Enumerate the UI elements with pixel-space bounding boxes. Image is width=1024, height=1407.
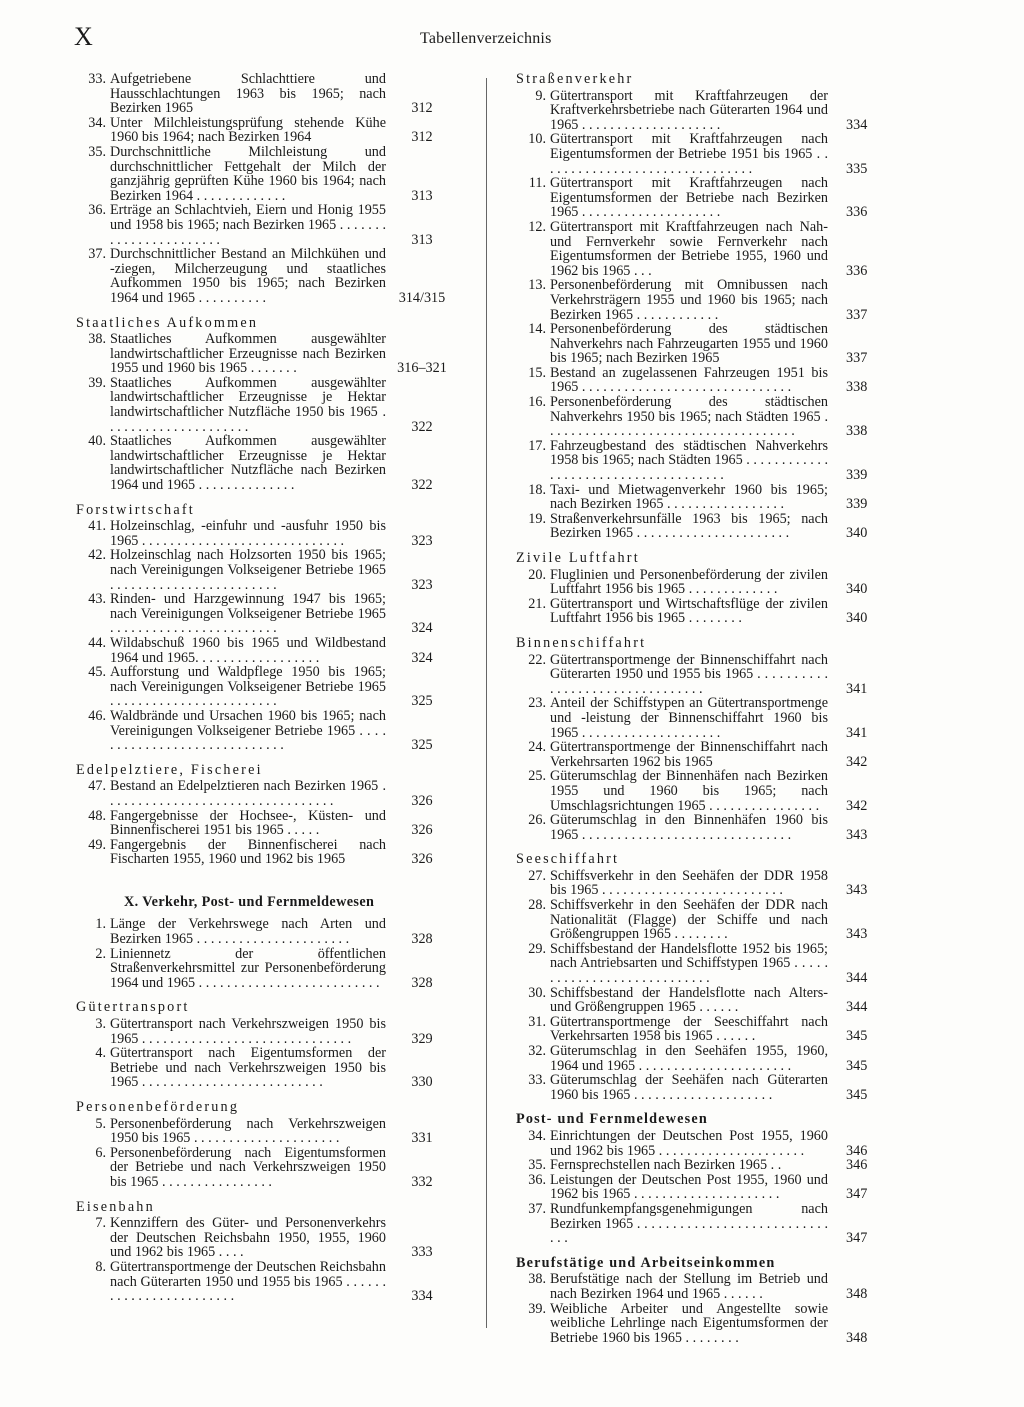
- entry-number: 38.: [88, 331, 106, 348]
- entry-number: 33.: [88, 71, 106, 87]
- entry-title: Waldbrände und Ursachen 1960 bis 1965; nach Vereinigungen Volkseigener Betriebe 1965 . . . . . . . . . . . . . . . . . . . . . . . . . . . . .: [110, 707, 386, 754]
- entry-title: Erträge an Schlachtvieh, Eiern und Honig 1955 und 1958 bis 1965; nach Bezirken 1965 . . . . . . . . . . . . . . . . . . . . . . .: [110, 202, 386, 248]
- entry-title: Länge der Verkehrswege nach Arten und Bezirken 1965 . . . . . . . . . . . . . . . . . . . . . .: [110, 916, 386, 948]
- entry-number: 47.: [88, 778, 106, 795]
- toc-entry: [516, 812, 868, 843]
- toc-entry: [76, 592, 452, 636]
- entry-page: 339: [846, 496, 868, 513]
- section-heading: Gütertransport: [76, 999, 190, 1016]
- toc-entry: [516, 739, 868, 770]
- section-heading: Eisenbahn: [76, 1198, 155, 1215]
- entry-number: 34.: [88, 114, 106, 131]
- toc-entry: [76, 1216, 452, 1260]
- entry-title: Bestand an Edelpelztieren nach Bezirken 1965 . . . . . . . . . . . . . . . . . . . . . . . . . . . . . . . . .: [110, 778, 386, 809]
- entry-number: 38.: [528, 1271, 546, 1288]
- entry-number: 14.: [528, 321, 546, 338]
- entry-title: Gütertransportmenge der Binnenschiffahrt nach Verkehrsarten 1962 bis 1965: [550, 739, 828, 770]
- entry-number: 12.: [528, 218, 546, 235]
- entry-number: 37.: [88, 246, 106, 263]
- section-heading: Zivile Luftfahrt: [516, 550, 640, 566]
- entry-number: 32.: [528, 1043, 546, 1059]
- toc-entry: [516, 321, 868, 367]
- toc-entry: [76, 247, 452, 305]
- entry-title: Fangergebnis der Binnenfischerei nach Fischarten 1955, 1960 und 1962 bis 1965: [110, 836, 386, 868]
- entry-number: 8.: [95, 1258, 106, 1275]
- toc-entry: [516, 1271, 868, 1302]
- section-heading: Seeschiffahrt: [516, 851, 620, 868]
- entry-page: 348: [846, 1329, 868, 1346]
- toc-entry: [516, 695, 868, 741]
- entry-page: 324: [411, 649, 433, 666]
- entry-number: 46.: [88, 707, 106, 724]
- toc-entry: [76, 376, 452, 434]
- toc-entry: [516, 510, 868, 542]
- toc-entry: [76, 917, 452, 946]
- entry-number: 36.: [528, 1171, 546, 1188]
- entry-number: 25.: [528, 768, 546, 785]
- toc-entry: [76, 838, 452, 867]
- entry-page: 343: [846, 926, 868, 943]
- entry-page: 312: [411, 100, 433, 117]
- entry-title: Personenbeförderung des städtischen Nahverkehrs nach Fahrzeugarten 1955 und 1960 bis 1965; nach Bezirken 1965: [550, 321, 828, 367]
- entry-number: 7.: [95, 1215, 106, 1232]
- entry-number: 20.: [528, 566, 546, 583]
- entry-number: 21.: [528, 595, 546, 612]
- entry-title: Güterumschlag in den Seehäfen 1955, 1960, 1964 und 1965 . . . . . . . . . . . . . . . . . . . . . .: [550, 1043, 828, 1074]
- entry-number: 30.: [528, 984, 546, 1001]
- entry-number: 24.: [528, 739, 546, 756]
- entry-page: 339: [846, 467, 868, 484]
- entry-page: 338: [846, 379, 868, 396]
- entry-number: 16.: [528, 394, 546, 411]
- entry-page: 343: [846, 826, 868, 843]
- entry-title: Fluglinien und Personenbeförderung der zivilen Luftfahrt 1956 bis 1965 . . . . . . . . . . . . .: [550, 566, 828, 598]
- entry-number: 23.: [528, 695, 546, 712]
- entry-page: 347: [846, 1230, 868, 1247]
- entry-page: 326: [411, 851, 433, 868]
- entry-number: 45.: [88, 664, 106, 681]
- entry-title: Schiffsverkehr in den Seehäfen der DDR 1958 bis 1965 . . . . . . . . . . . . . . . . . . . . . . . . . .: [550, 867, 828, 899]
- entry-page: 322: [411, 477, 433, 494]
- entry-page: 340: [846, 581, 868, 598]
- toc-entry: [516, 1072, 868, 1103]
- entry-number: 18.: [528, 481, 546, 498]
- entry-number: 11.: [528, 175, 546, 192]
- toc-entry: [516, 481, 868, 513]
- entry-page: 345: [846, 1086, 868, 1103]
- entry-title: Weibliche Arbeiter und Angestellte sowie weibliche Lehrlinge nach Eigentumsformen der Betriebe 1960 bis 1965 . . . . . . . .: [550, 1300, 828, 1346]
- toc-entry: [76, 947, 452, 991]
- toc-entry: [76, 145, 452, 203]
- entry-page: 333: [411, 1244, 433, 1261]
- toc-entry: [516, 940, 868, 987]
- entry-title: Leistungen der Deutschen Post 1955, 1960 und 1962 bis 1965 . . . . . . . . . . . . . . . . . . . . .: [550, 1171, 828, 1203]
- entry-page: 337: [846, 306, 868, 323]
- entry-number: 37.: [528, 1200, 546, 1217]
- entry-title: Gütertransportmenge der Binnenschiffahrt nach Güterarten 1950 und 1955 bis 1965 . . . . . . . . . . . . . . . . . . . . . . . . . . . . . . . .: [550, 651, 828, 697]
- toc-entry: [516, 364, 868, 396]
- entry-title: Fahrzeugbestand des städtischen Nahverkehrs 1958 bis 1965; nach Städten 1965 . . . . . . . . . . . . . . . . . . . . . . . . . . . . . . . . . . . . .: [550, 437, 828, 484]
- entry-page: 326: [411, 822, 433, 839]
- entry-title: Gütertransport mit Kraftfahrzeugen nach Eigentumsformen der Betriebe nach Bezirken 1965 . . . . . . . . . . . . . . . . . . . .: [550, 175, 828, 221]
- entry-title: Gütertransport mit Kraftfahrzeugen nach Eigentumsformen der Betriebe 1951 bis 1965 . . . . . . . . . . . . . . . . . . . . . . . . . . . . . . .: [550, 131, 828, 177]
- toc-entry: [516, 218, 868, 279]
- toc-entry: [516, 175, 868, 221]
- toc-entry: [76, 332, 452, 376]
- entry-title: Schiffsverkehr in den Seehäfen der DDR nach Nationalität (Flagge) der Schiffe und nach Größengruppen 1965 . . . . . . . .: [550, 897, 828, 943]
- entry-page: 334: [411, 1288, 433, 1305]
- entry-number: 48.: [88, 807, 106, 824]
- entry-page: 341: [846, 680, 868, 697]
- entry-number: 29.: [528, 940, 546, 957]
- toc-entry: [76, 548, 452, 592]
- entry-title: Staatliches Aufkommen ausgewählter landwirtschaftlicher Erzeugnisse je Hektar landwirtschaftlicher Nutzfläche 1950 bis 1965 . . . . . . . . . . . . . . . . . . . . .: [110, 374, 386, 435]
- section-heading: Binnenschiffahrt: [516, 634, 647, 651]
- entry-number: 34.: [528, 1127, 546, 1144]
- entry-page: 345: [846, 1057, 868, 1074]
- entry-title: Gütertransportmenge der Deutschen Reichsbahn nach Güterarten 1950 und 1955 bis 1965 . . . . . . . . . . . . . . . . . . . . . . . .: [110, 1258, 386, 1305]
- entry-page: 343: [846, 882, 868, 899]
- entry-number: 13.: [528, 277, 546, 294]
- toc-entry: [76, 203, 452, 247]
- toc-entry: [76, 519, 452, 548]
- entry-page: 332: [411, 1173, 433, 1190]
- entry-page: 345: [846, 1028, 868, 1045]
- entry-title: Gütertransportmenge der Seeschiffahrt nach Verkehrsarten 1958 bis 1965 . . . . . .: [550, 1013, 828, 1045]
- entry-title: Gütertransport mit Kraftfahrzeugen nach Nah- und Fernverkehr sowie Fernverkehr nach Eigentumsformen der Betriebe 1955, 1960 und 1962 bis 1965 . . .: [550, 218, 828, 279]
- entry-page: 348: [846, 1285, 868, 1302]
- entry-page: 344: [846, 999, 868, 1016]
- toc-entry: [76, 1146, 452, 1190]
- entry-title: Personenbeförderung nach Verkehrszweigen 1950 bis 1965 . . . . . . . . . . . . . . . . . . . . .: [110, 1115, 386, 1147]
- toc-entry: [516, 1171, 868, 1203]
- entry-title: Berufstätige nach der Stellung im Betrieb und nach Bezirken 1964 und 1965 . . . . . .: [550, 1271, 828, 1302]
- entry-title: Rundfunkempfangsgenehmigungen nach Bezirken 1965 . . . . . . . . . . . . . . . . . . . . . . . . . . . . . .: [550, 1200, 828, 1247]
- right-column: [516, 71, 868, 1346]
- entry-title: Personenbeförderung mit Omnibussen nach Verkehrsträgern 1955 und 1960 bis 1965; nach Bezirken 1965 . . . . . . . . . . . .: [550, 277, 828, 323]
- toc-entry: [516, 277, 868, 323]
- entry-page: 324: [411, 620, 433, 637]
- entry-page: 325: [411, 737, 433, 754]
- toc-entry: [516, 595, 868, 627]
- chapter-heading: X. Verkehr, Post- und Fernmeldewesen: [124, 893, 375, 910]
- entry-title: Holzeinschlag nach Holzsorten 1950 bis 1965; nach Vereinigungen Volkseigener Betriebe 1965 . . . . . . . . . . . . . . . . . . . . . . . .: [110, 547, 386, 593]
- entry-page: 313: [411, 231, 433, 248]
- toc-entry: [516, 984, 868, 1016]
- page-number: X: [74, 22, 93, 51]
- entry-number: 15.: [528, 364, 546, 381]
- entry-number: 27.: [528, 867, 546, 884]
- entry-title: Fangergebnisse der Hochsee-, Küsten- und Binnenfischerei 1951 bis 1965 . . . . .: [110, 807, 386, 839]
- page-header-title: Tabellenverzeichnis: [420, 30, 552, 47]
- section-heading: Forstwirtschaft: [76, 501, 195, 518]
- entry-page: 338: [846, 423, 868, 440]
- entry-number: 33.: [528, 1072, 546, 1089]
- entry-page: 316–321: [397, 360, 447, 377]
- entry-page: 325: [411, 693, 433, 710]
- left-column: [76, 72, 452, 1304]
- entry-title: Personenbeförderung des städtischen Nahverkehrs 1950 bis 1965; nach Städten 1965 . . . . . . . . . . . . . . . . . . . . . . . . . . . . . . . . . . . .: [550, 394, 828, 440]
- entry-page: 340: [846, 610, 868, 627]
- entry-number: 2.: [95, 945, 106, 962]
- entry-title: Taxi- und Mietwagenverkehr 1960 bis 1965; nach Bezirken 1965 . . . . . . . . . . . . . . . . .: [550, 481, 828, 513]
- entry-title: Aufgetriebene Schlachttiere und Hausschlachtungen 1963 bis 1965; nach Bezirken 1965: [110, 71, 386, 117]
- entry-number: 3.: [95, 1016, 106, 1033]
- entry-number: 28.: [528, 897, 546, 914]
- entry-title: Güterumschlag der Binnenhäfen nach Bezirken 1955 und 1960 bis 1965; nach Umschlagsrichtungen 1965 . . . . . . . . . . . . . . . .: [550, 768, 828, 814]
- entry-page: 336: [846, 262, 868, 279]
- entry-page: 328: [411, 974, 433, 991]
- entry-title: Durchschnittliche Milchleistung und durchschnittlicher Fettgehalt der Milch der ganzjährig geprüften Kühe 1960 bis 1964; nach Bezirken 1964 . . . . . . . . . . . . .: [110, 143, 386, 204]
- entry-title: Gütertransport und Wirtschaftsflüge der zivilen Luftfahrt 1956 bis 1965 . . . . . . . .: [550, 595, 828, 627]
- entry-number: 43.: [88, 591, 106, 608]
- entry-number: 39.: [528, 1300, 546, 1317]
- entry-number: 5.: [95, 1115, 106, 1132]
- toc-entry: [516, 1300, 868, 1346]
- entry-number: 6.: [95, 1144, 106, 1161]
- section-heading: Staatliches Aufkommen: [76, 314, 259, 331]
- entry-title: Holzeinschlag, -einfuhr und -ausfuhr 1950 bis 1965 . . . . . . . . . . . . . . . . . . . . . . . . . . . . .: [110, 518, 386, 549]
- entry-number: 35.: [88, 143, 106, 160]
- entry-number: 41.: [88, 518, 106, 535]
- section-heading: Straßenverkehr: [516, 71, 634, 87]
- toc-entry: [516, 1127, 868, 1159]
- entry-page: 323: [411, 532, 433, 549]
- entry-page: 337: [846, 350, 868, 367]
- toc-entry: [516, 867, 868, 899]
- entry-number: 40.: [88, 433, 106, 450]
- toc-entry: [516, 566, 868, 598]
- entry-page: 342: [846, 753, 868, 770]
- entry-title: Gütertransport nach Verkehrszweigen 1950 bis 1965 . . . . . . . . . . . . . . . . . . . . . . . . . . . . . .: [110, 1016, 386, 1047]
- toc-entry: [516, 1013, 868, 1045]
- entry-page: 313: [411, 187, 433, 204]
- entry-page: 331: [411, 1130, 433, 1147]
- entry-title: Gütertransport nach Eigentumsformen der Betriebe und nach Verkehrszweigen 1950 bis 1965 . . . . . . . . . . . . . . . . . . . . . . . . . .: [110, 1045, 386, 1091]
- entry-page: 323: [411, 576, 433, 593]
- entry-number: 9.: [535, 87, 546, 104]
- section-heading: Berufstätige und Arbeitseinkommen: [516, 1254, 776, 1271]
- entry-title: Staatliches Aufkommen ausgewählter landwirtschaftlicher Erzeugnisse nach Bezirken 1955 und 1960 bis 1965 . . . . . . .: [110, 331, 386, 377]
- entry-number: 36.: [88, 202, 106, 219]
- entry-page: 334: [846, 116, 868, 133]
- entry-number: 42.: [88, 547, 106, 564]
- toc-entry: [516, 131, 868, 177]
- toc-entry: [516, 768, 868, 814]
- column-divider: [486, 78, 487, 1328]
- toc-entry: [516, 437, 868, 484]
- entry-page: 346: [846, 1157, 868, 1174]
- section-heading: Edelpelztiere, Fischerei: [76, 761, 263, 778]
- entry-title: Gütertransport mit Kraftfahrzeugen der Kraftverkehrsbetriebe nach Güterarten 1964 und 1965 . . . . . . . . . . . . . . . . . . . .: [550, 87, 828, 133]
- entry-title: Durchschnittlicher Bestand an Milchkühen und -ziegen, Milcherzeugung und staatliches Aufkommen 1950 bis 1965; nach Bezirken 1964 und 1965 . . . . . . . . . .: [110, 246, 386, 306]
- toc-entry: [76, 1260, 452, 1304]
- toc-entry: [516, 897, 868, 943]
- entry-page: 344: [846, 970, 868, 987]
- entry-number: 1.: [95, 916, 106, 933]
- toc-entry: [76, 636, 452, 665]
- entry-number: 26.: [528, 812, 546, 829]
- entry-number: 35.: [528, 1157, 546, 1174]
- entry-number: 22.: [528, 651, 546, 668]
- entry-number: 4.: [95, 1045, 106, 1062]
- entry-title: Straßenverkehrsunfälle 1963 bis 1965; nach Bezirken 1965 . . . . . . . . . . . . . . . . . . . . . .: [550, 510, 828, 542]
- toc-entry: [516, 87, 868, 133]
- entry-page: 326: [411, 792, 433, 809]
- entry-title: Schiffsbestand der Handelsflotte nach Alters- und Größengruppen 1965 . . . . . .: [550, 984, 828, 1016]
- entry-title: Güterumschlag in den Binnenhäfen 1960 bis 1965 . . . . . . . . . . . . . . . . . . . . . . . . . . . . . .: [550, 812, 828, 843]
- toc-entry: [76, 1046, 452, 1090]
- entry-title: Liniennetz der öffentlichen Straßenverkehrsmittel zur Personenbeförderung 1964 und 1965 . . . . . . . . . . . . . . . . . . . . . . . . . .: [110, 945, 386, 991]
- toc-entry: [76, 434, 452, 492]
- entry-title: Bestand an zugelassenen Fahrzeugen 1951 bis 1965 . . . . . . . . . . . . . . . . . . . . . . . . . . . . . .: [550, 364, 828, 396]
- entry-page: 330: [411, 1074, 433, 1091]
- entry-page: 329: [411, 1030, 433, 1047]
- entry-number: 44.: [88, 634, 106, 651]
- entry-title: Unter Milchleistungsprüfung stehende Kühe 1960 bis 1964; nach Bezirken 1964: [110, 114, 386, 146]
- entry-number: 49.: [88, 836, 106, 853]
- entry-title: Wildabschuß 1960 bis 1965 und Wildbestand 1964 und 1965. . . . . . . . . . . . . . . . . .: [110, 634, 386, 666]
- entry-page: 328: [411, 931, 433, 948]
- entry-page: 340: [846, 525, 868, 542]
- entry-number: 31.: [528, 1013, 546, 1030]
- toc-entry: [516, 1200, 868, 1247]
- toc-entry: [516, 1043, 868, 1074]
- toc-entry: [76, 116, 452, 145]
- toc-entry: [516, 1157, 868, 1174]
- entry-number: 10.: [528, 131, 546, 148]
- entry-page: 314/315: [398, 289, 446, 306]
- toc-entry: [76, 779, 452, 808]
- section-heading: Personenbeförderung: [76, 1099, 240, 1115]
- toc-entry: [76, 665, 452, 709]
- section-heading: Post- und Fernmeldewesen: [516, 1111, 708, 1128]
- toc-entry: [516, 651, 868, 697]
- entry-title: Kennziffern des Güter- und Personenverkehrs der Deutschen Reichsbahn 1950, 1955, 1960 und 1962 bis 1965 . . . .: [110, 1215, 386, 1261]
- entry-title: Personenbeförderung nach Eigentumsformen der Betriebe und nach Verkehrszweigen 1950 bis 1965 . . . . . . . . . . . . . . . .: [110, 1144, 386, 1190]
- entry-page: 335: [846, 160, 868, 177]
- entry-page: 342: [846, 797, 868, 814]
- entry-number: 39.: [88, 374, 106, 391]
- toc-entry: [76, 1117, 452, 1146]
- entry-page: 322: [411, 418, 433, 435]
- entry-number: 19.: [528, 510, 546, 527]
- entry-number: 17.: [528, 437, 546, 454]
- toc-entry: [76, 809, 452, 838]
- entry-page: 346: [846, 1142, 868, 1159]
- entry-page: 336: [846, 204, 868, 221]
- entry-page: 312: [411, 129, 433, 146]
- entry-title: Schiffsbestand der Handelsflotte 1952 bis 1965; nach Antriebsarten und Schiffstypen 1965 . . . . . . . . . . . . . . . . . . . . . . . . . . . .: [550, 940, 828, 987]
- toc-entry: [76, 709, 452, 753]
- entry-title: Anteil der Schiffstypen an Gütertransportmenge und -leistung der Binnenschiffahrt 1960 bis 1965 . . . . . . . . . . . . . . . . . . . .: [550, 695, 828, 741]
- entry-title: Staatliches Aufkommen ausgewählter landwirtschaftlicher Erzeugnisse je Hektar landwirtschaftlicher Nutzfläche nach Bezirken 1964 und 1965 . . . . . . . . . . . . . .: [110, 433, 386, 494]
- entry-title: Güterumschlag der Seehäfen nach Güterarten 1960 bis 1965 . . . . . . . . . . . . . . . . . . . .: [550, 1072, 828, 1103]
- entry-page: 347: [846, 1186, 868, 1203]
- entry-title: Fernsprechstellen nach Bezirken 1965 . .: [550, 1157, 782, 1174]
- toc-entry: [516, 394, 868, 440]
- entry-title: Aufforstung und Waldpflege 1950 bis 1965; nach Vereinigungen Volkseigener Betriebe 1965 . . . . . . . . . . . . . . . . . . . . . . . .: [110, 664, 386, 710]
- toc-entry: [76, 72, 452, 116]
- entry-title: Rinden- und Harzgewinnung 1947 bis 1965; nach Vereinigungen Volkseigener Betriebe 1965 . . . . . . . . . . . . . . . . . . . . . . . .: [110, 591, 386, 637]
- toc-entry: [76, 1017, 452, 1046]
- entry-title: Einrichtungen der Deutschen Post 1955, 1960 und 1962 bis 1965 . . . . . . . . . . . . . . . . . . . . .: [550, 1127, 828, 1159]
- entry-page: 341: [846, 724, 868, 741]
